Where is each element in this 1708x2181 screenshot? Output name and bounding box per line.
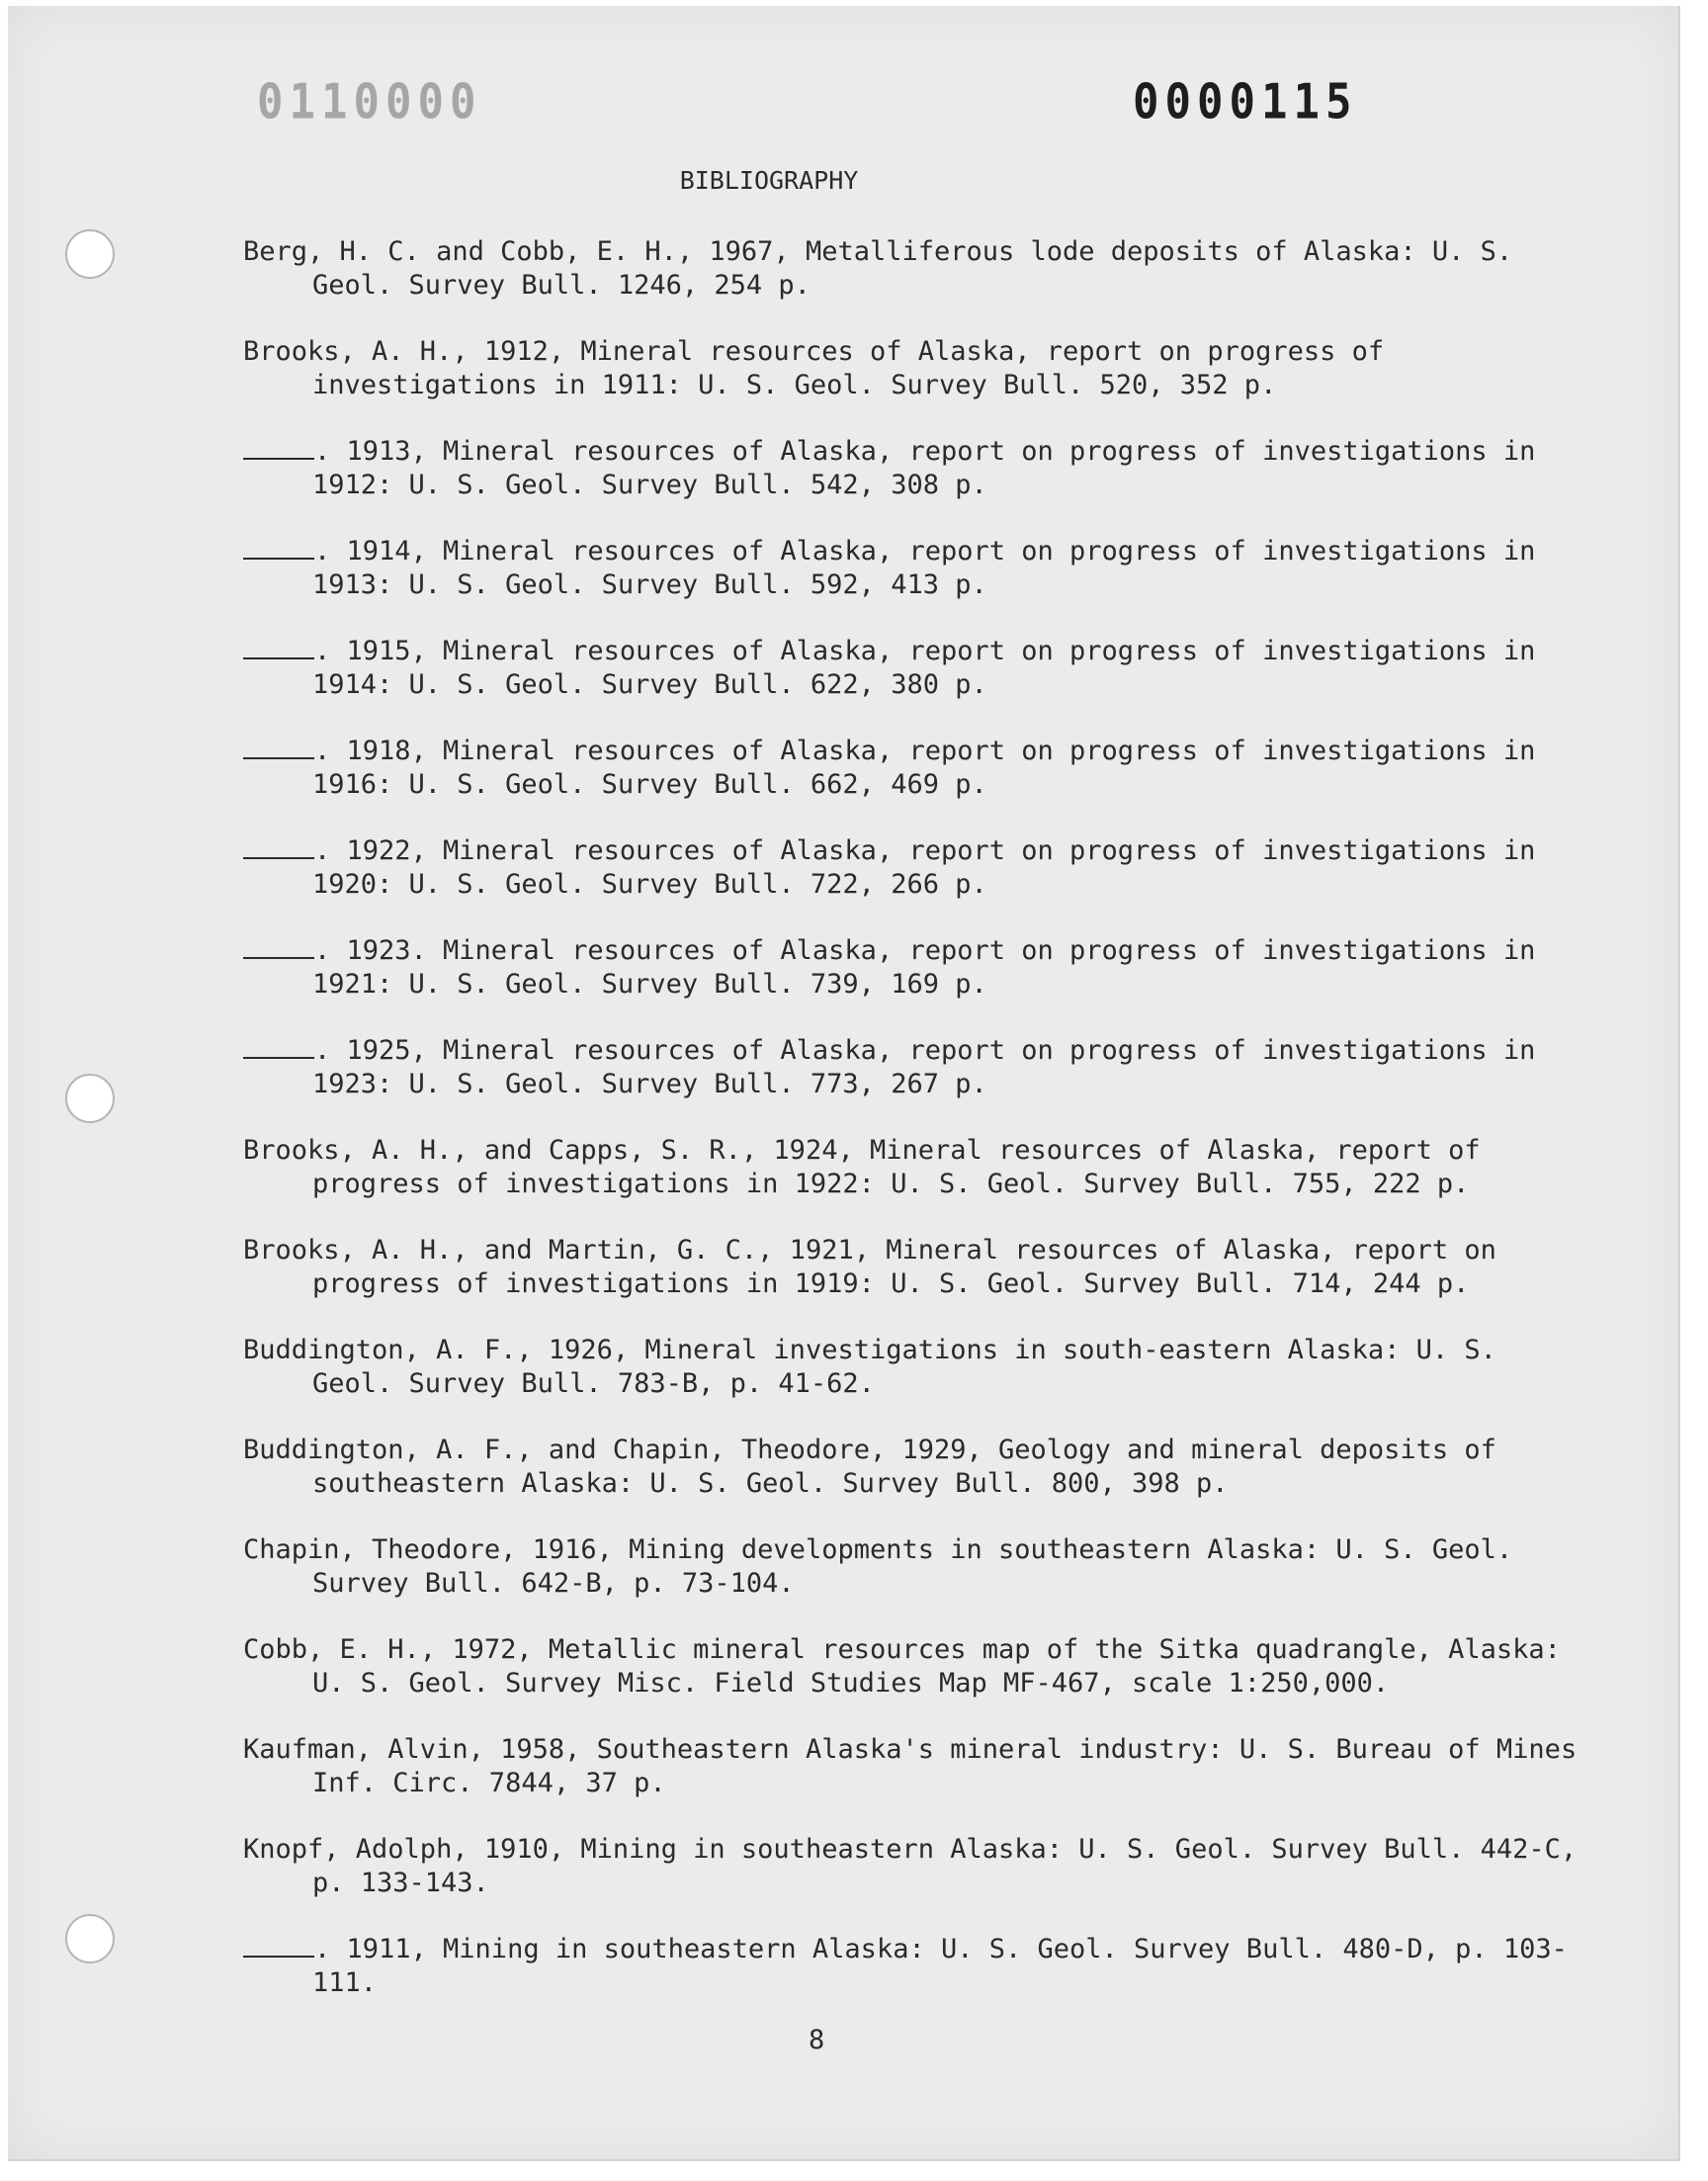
entry-text: . 1911, Mining in southeastern Alaska: U. S. Geol. Survey Bull. 480-D, p. 103-111. (312, 1934, 1568, 1998)
same-author-dash (243, 935, 314, 959)
same-author-dash (243, 835, 314, 859)
bibliography-entry (243, 1633, 1587, 1701)
punch-hole-middle (65, 1074, 115, 1123)
entry-text: . 1914, Mineral resources of Alaska, report on progress of investigations in 1913: U. S. Geol. Survey Bull. 592, 413 p. (312, 536, 1552, 600)
page-title: BIBLIOGRAPHY (679, 166, 859, 195)
entry-text: . 1923. Mineral resources of Alaska, report on progress of investigations in 1921: U. S. Geol. Survey Bull. 739, 169 p. (312, 935, 1552, 1000)
entry-text: . 1925, Mineral resources of Alaska, report on progress of investigations in 1923: U. S. Geol. Survey Bull. 773, 267 p. (312, 1035, 1552, 1099)
entry-text: Kaufman, Alvin, 1958, Southeastern Alaska's mineral industry: U. S. Bureau of Mines Inf. Circ. 7844, 37 p. (243, 1734, 1593, 1798)
bibliography-entry (243, 235, 1587, 303)
bibliography-entry (243, 735, 1587, 802)
entry-text: Buddington, A. F., 1926, Mineral investigations in south-eastern Alaska: U. S. Geol. Survey Bull. 783-B, p. 41-62. (243, 1335, 1513, 1399)
entry-text: . 1922, Mineral resources of Alaska, report on progress of investigations in 1920: U. S. Geol. Survey Bull. 722, 266 p. (312, 835, 1552, 900)
bibliography-entry (243, 834, 1587, 902)
bibliography-entry (243, 1733, 1593, 1800)
bibliography-entry (243, 1533, 1587, 1601)
bibliography-entry (243, 635, 1587, 702)
document-number-stamp-faded: 0110000 (257, 73, 482, 131)
same-author-dash (243, 636, 314, 659)
bibliography-entry (243, 535, 1587, 602)
same-author-dash (243, 536, 314, 560)
bibliography-entry (243, 335, 1587, 402)
entry-text: Brooks, A. H., and Martin, G. C., 1921, Mineral resources of Alaska, report on progress of investigations in 1919: U. S. Geol. Survey Bull. 714, 244 p. (243, 1235, 1513, 1299)
page-number: 8 (809, 2025, 825, 2055)
entry-text: Brooks, A. H., 1912, Mineral resources of Alaska, report on progress of investigations in 1911: U. S. Geol. Survey Bull. 520, 352 p. (243, 336, 1401, 400)
bibliography-entry (243, 1833, 1593, 1900)
document-page (8, 6, 1680, 2161)
entry-text: Brooks, A. H., and Capps, S. R., 1924, Mineral resources of Alaska, report of progress of investigations in 1922: U. S. Geol. Survey Bull. 755, 222 p. (243, 1135, 1496, 1199)
bibliography-entry (243, 1234, 1587, 1301)
bibliography-entry (243, 934, 1587, 1002)
same-author-dash (243, 1035, 314, 1059)
punch-hole-top (65, 229, 115, 279)
entry-text: . 1913, Mineral resources of Alaska, report on progress of investigations in 1912: U. S. Geol. Survey Bull. 542, 308 p. (312, 436, 1552, 500)
same-author-dash (243, 736, 314, 759)
entry-text: . 1918, Mineral resources of Alaska, report on progress of investigations in 1916: U. S. Geol. Survey Bull. 662, 469 p. (312, 736, 1552, 800)
bibliography-entry (243, 1134, 1587, 1201)
punch-hole-bottom (65, 1914, 115, 1963)
bibliography-entry (243, 1434, 1587, 1501)
entry-text: Buddington, A. F., and Chapin, Theodore, 1929, Geology and mineral deposits of southeastern Alaska: U. S. Geol. Survey Bull. 800, 398 p. (243, 1435, 1513, 1499)
bibliography-entry (243, 1933, 1587, 2000)
bibliography-list (243, 235, 1593, 2033)
entry-text: Berg, H. C. and Cobb, E. H., 1967, Metalliferous lode deposits of Alaska: U. S. Geol. Survey Bull. 1246, 254 p. (243, 236, 1529, 301)
page-title-container (8, 166, 1678, 195)
same-author-dash (243, 1934, 314, 1958)
document-number-stamp: 0000115 (1133, 73, 1358, 131)
bibliography-entry (243, 1034, 1587, 1101)
same-author-dash (243, 436, 314, 460)
entry-text: Cobb, E. H., 1972, Metallic mineral resources map of the Sitka quadrangle, Alaska: U. S. Geol. Survey Misc. Field Studies Map MF-467, scale 1:250,000. (243, 1634, 1578, 1699)
bibliography-entry (243, 435, 1587, 502)
entry-text: Knopf, Adolph, 1910, Mining in southeastern Alaska: U. S. Geol. Survey Bull. 442-C, p. 133-143. (243, 1834, 1593, 1898)
entry-text: Chapin, Theodore, 1916, Mining developments in southeastern Alaska: U. S. Geol. Survey Bull. 642-B, p. 73-104. (243, 1534, 1529, 1599)
bibliography-entry (243, 1334, 1587, 1401)
entry-text: . 1915, Mineral resources of Alaska, report on progress of investigations in 1914: U. S. Geol. Survey Bull. 622, 380 p. (312, 636, 1552, 700)
